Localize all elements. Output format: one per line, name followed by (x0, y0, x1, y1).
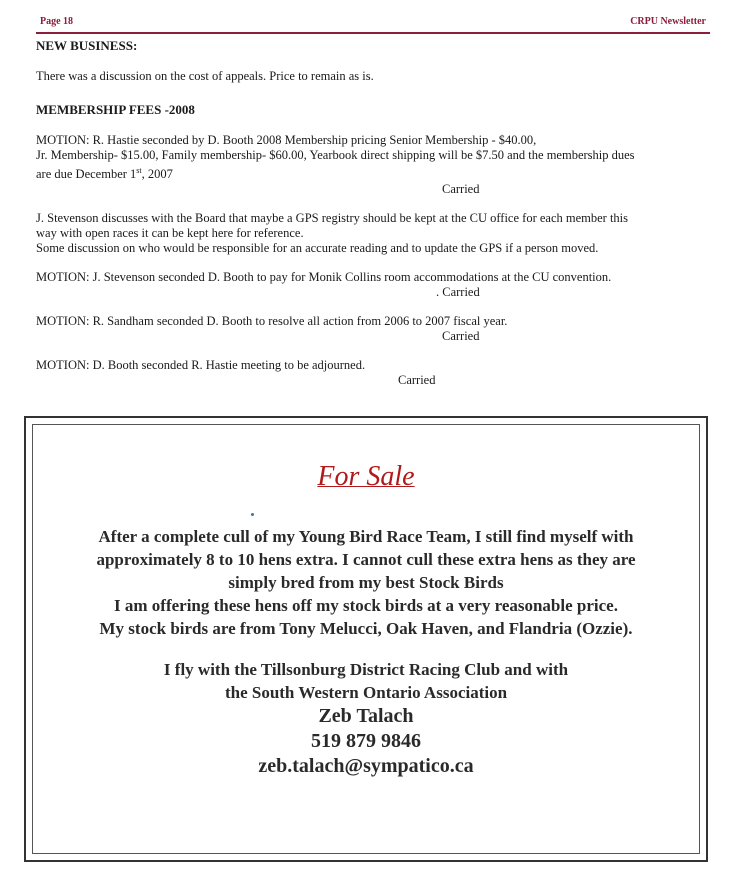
speck-mark (251, 513, 254, 516)
gps-discussion (36, 211, 706, 256)
motion-fiscal (36, 314, 706, 344)
sale-line: After a complete cull of my Young Bird Race Team, I still find myself with (98, 527, 634, 546)
carried-label: . Carried (436, 285, 480, 300)
carried-label: Carried (398, 373, 436, 388)
page-header (36, 14, 710, 34)
sale-line: My stock birds are from Tony Melucci, Oak Haven, and Flandria (Ozzie). (99, 619, 633, 638)
seller-phone: 519 879 9846 (311, 730, 421, 752)
for-sale-title: For Sale (317, 461, 415, 492)
seller-name: Zeb Talach (318, 705, 414, 727)
motion-adjourn (36, 358, 706, 388)
new-business-heading: NEW BUSINESS: (36, 38, 138, 53)
minutes-content (36, 38, 706, 388)
motion-text: MOTION: J. Stevenson seconded D. Booth to pay for Monik Collins room accommodations at the CU convention. (36, 270, 612, 285)
gps-line1: J. Stevenson discusses with the Board that maybe a GPS registry should be kept at the CU office for each member this (36, 211, 629, 226)
membership-motion-line2: Jr. Membership- $15.00, Family membership- $60.00, Yearbook direct shipping will be $7.50 and the membership dues (36, 148, 635, 162)
sale-line: simply bred from my best Stock Birds (228, 573, 504, 592)
membership-motion (36, 133, 706, 197)
new-business-text: There was a discussion on the cost of appeals. Price to remain as is. (36, 69, 374, 83)
gps-line2: way with open races it can be kept here for reference. (36, 226, 304, 241)
membership-motion-line3 (36, 163, 706, 182)
club-line: the South Western Ontario Association (224, 683, 508, 702)
gps-line3: Some discussion on who would be responsible for an accurate reading and to update the GPS if a person moved. (36, 241, 599, 256)
carried-label: Carried (442, 182, 480, 197)
for-sale-body (43, 525, 689, 779)
dues-date-suffix: st (136, 166, 142, 175)
membership-motion-line1: MOTION: R. Hastie seconded by D. Booth 2008 Membership pricing Senior Membership - $40.00, (36, 133, 537, 147)
dues-date-year: , 2007 (141, 167, 173, 182)
seller-email: zeb.talach@sympatico.ca (258, 755, 474, 777)
for-sale-ad (24, 416, 708, 862)
dues-date-text: are due December 1 (36, 167, 137, 182)
motion-convention (36, 270, 706, 300)
club-line: I fly with the Tillsonburg District Racing Club and with (163, 660, 569, 679)
motion-text: MOTION: D. Booth seconded R. Hastie meeting to be adjourned. (36, 358, 366, 373)
carried-label: Carried (442, 329, 480, 344)
for-sale-inner-border (32, 424, 700, 854)
sale-line: I am offering these hens off my stock birds at a very reasonable price. (114, 596, 618, 615)
sale-line: approximately 8 to 10 hens extra. I cannot cull these extra hens as they are (96, 550, 636, 569)
page-number: Page 18 (40, 16, 74, 27)
motion-text: MOTION: R. Sandham seconded D. Booth to resolve all action from 2006 to 2007 fiscal year. (36, 314, 508, 329)
membership-heading: MEMBERSHIP FEES -2008 (36, 102, 195, 117)
newsletter-title: CRPU Newsletter (630, 16, 706, 27)
